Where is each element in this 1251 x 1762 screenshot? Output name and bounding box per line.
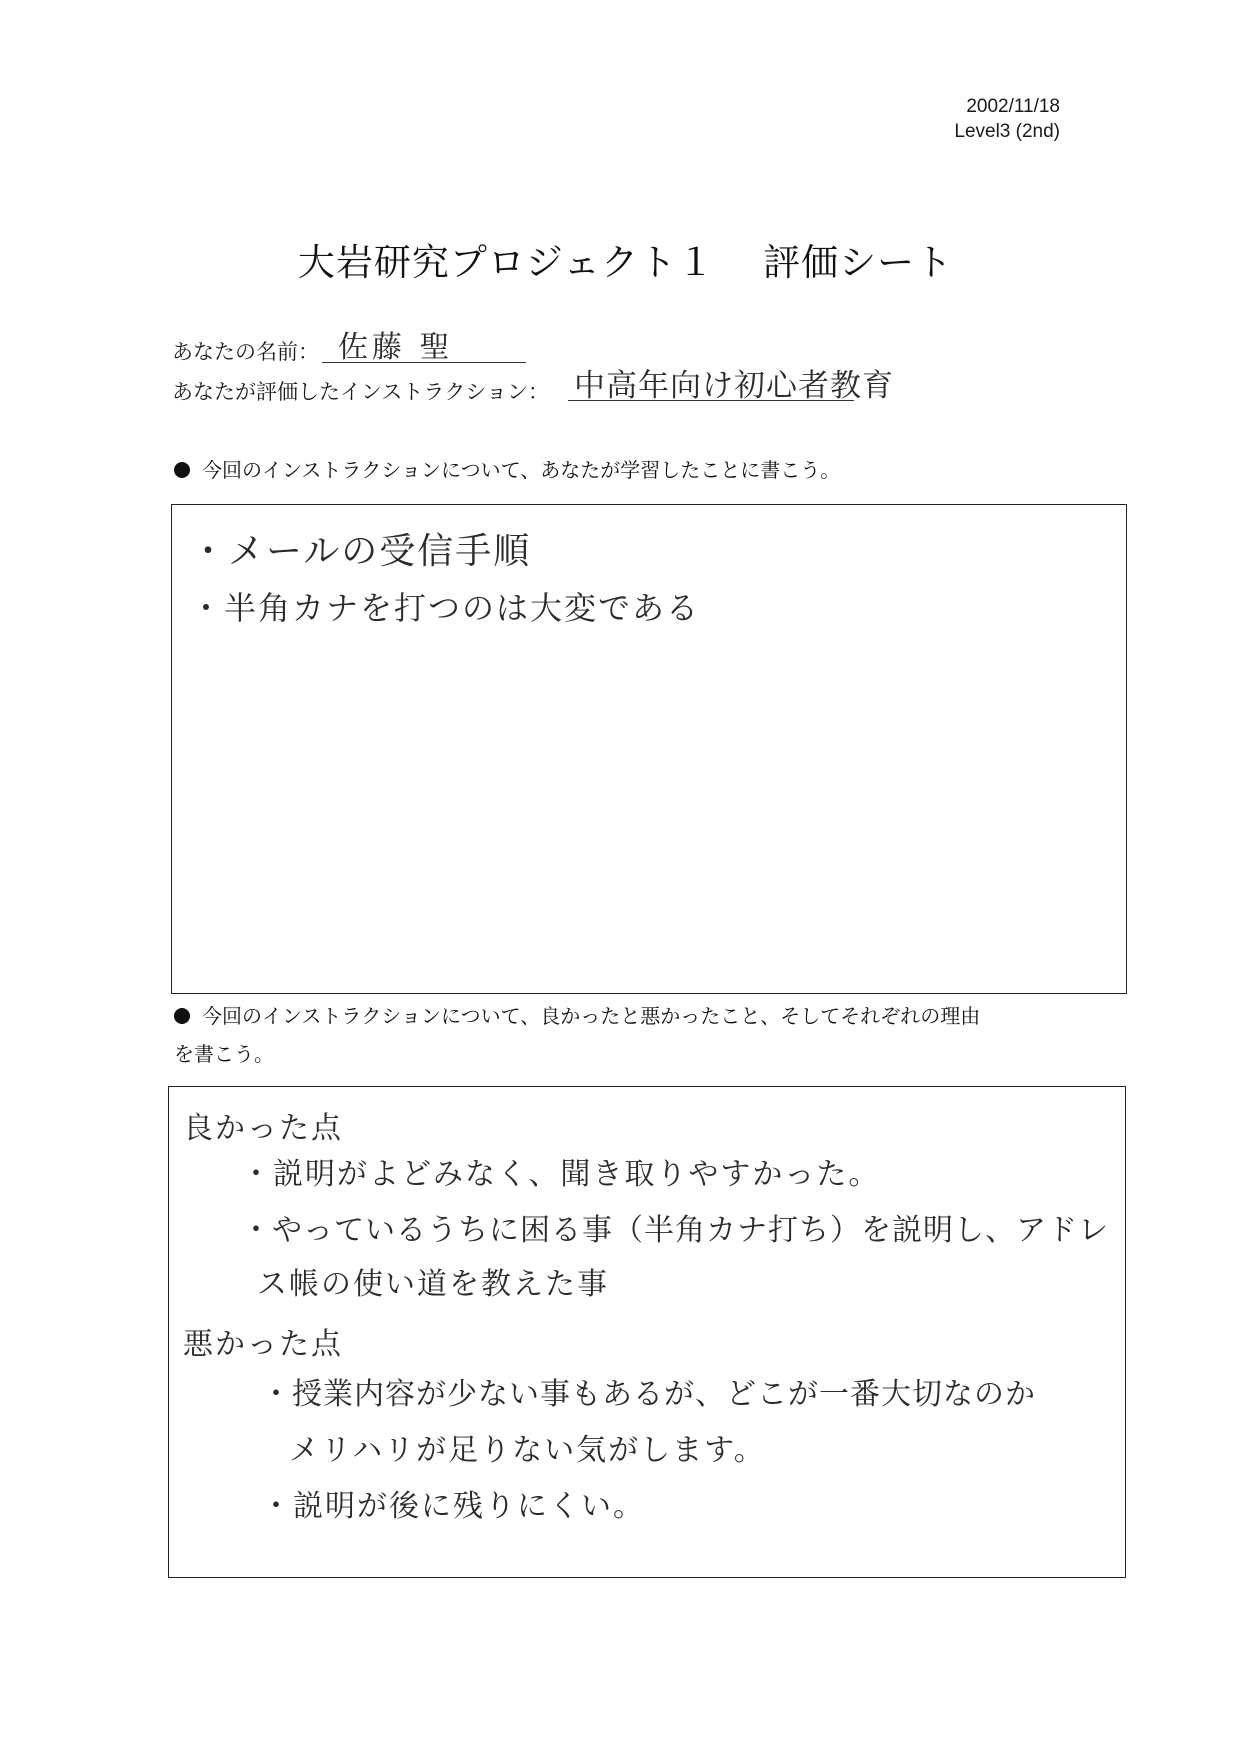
instruction-underline: [568, 400, 854, 401]
level-text: Level3 (2nd): [954, 121, 1060, 142]
name-value: 佐藤 聖: [338, 330, 454, 365]
bullet-icon: [174, 462, 190, 478]
learned-item: ・半角カナを打つのは大変である: [190, 589, 701, 627]
good-heading: 良かった点: [183, 1111, 343, 1146]
section2-question-cont: を書こう。: [174, 1042, 274, 1066]
date-text: 2002/11/18: [966, 96, 1060, 117]
name-label: あなたの名前：: [172, 340, 319, 364]
evaluation-answer-box: [168, 1086, 1126, 1578]
bad-item: ・授業内容が少ない事もあるが、どこが一番大切なのか: [261, 1377, 1036, 1412]
learned-item: ・メールの受信手順: [190, 531, 532, 572]
good-item-cont: ス帳の使い道を教えた事: [257, 1267, 609, 1302]
learned-answer-box: [171, 504, 1127, 994]
good-item: ・やっているうちに困る事（半角カナ打ち）を説明し、アドレ: [241, 1213, 1109, 1248]
title-main: 大岩研究プロジェクト１: [297, 241, 716, 284]
title-sub: 評価シート: [763, 241, 954, 284]
bad-item-cont: メリハリが足りない気がします。: [289, 1433, 766, 1468]
section2-question: 今回のインストラクションについて、良かったと悪かったこと、そしてそれぞれの理由: [174, 1000, 980, 1029]
bad-heading: 悪かった点: [183, 1327, 343, 1362]
page-title: [0, 232, 1251, 286]
good-item: ・説明がよどみなく、聞き取りやすかった。: [241, 1157, 881, 1192]
bullet-icon: [174, 1008, 190, 1024]
section1-question: 今回のインストラクションについて、あなたが学習したことに書こう。: [174, 454, 840, 483]
bad-item: ・説明が後に残りにくい。: [261, 1489, 645, 1524]
instruction-value: 中高年向け初心者教育: [574, 368, 894, 404]
date-block: [880, 94, 1060, 144]
name-underline: [322, 362, 526, 363]
instruction-label: あなたが評価したインストラクション：: [172, 380, 549, 404]
